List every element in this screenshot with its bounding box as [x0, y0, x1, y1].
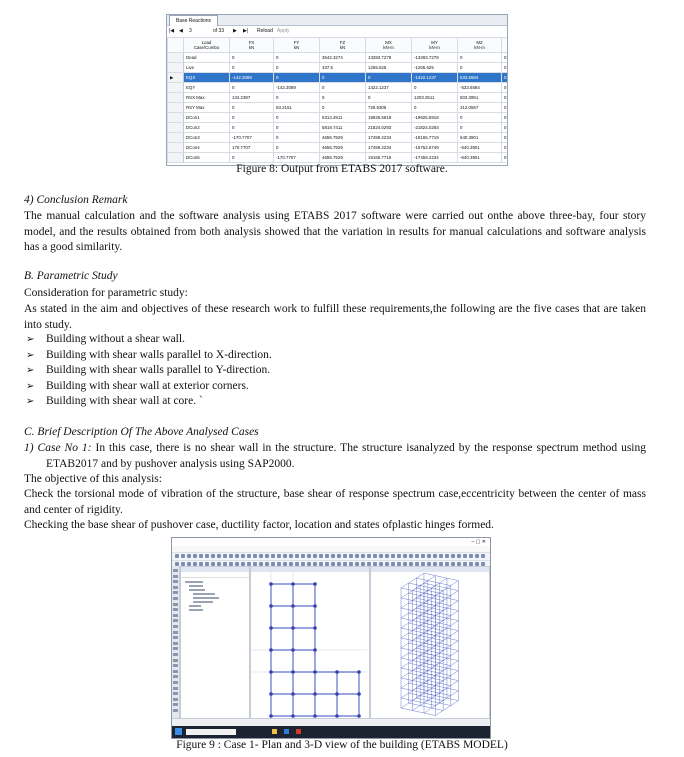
plan-joint	[269, 626, 273, 630]
toolbar-tool-icon[interactable]	[469, 554, 473, 558]
table-cell[interactable]: 0	[458, 123, 502, 133]
table-cell[interactable]: -17459.2234	[412, 153, 458, 163]
table-cell[interactable]: 0	[412, 103, 458, 113]
table-cell[interactable]: 0	[366, 93, 412, 103]
table-cell[interactable]: 0	[502, 143, 508, 153]
side-tool-icon[interactable]	[173, 597, 178, 600]
table-cell[interactable]: 4655.7929	[320, 153, 366, 163]
table-row[interactable]	[168, 93, 508, 103]
table-cell[interactable]: 0	[502, 63, 508, 73]
figure-8-caption: Figure 8: Output from ETABS 2017 software.	[236, 163, 448, 175]
objective-paragraph-1: Check the torsional mode of vibration of the structure, base shear of response spectrum case,eccentricity between the center of mass and center of rigidity.	[24, 488, 646, 516]
table-cell[interactable]: 0	[320, 93, 366, 103]
table-cell[interactable]: EQX	[184, 73, 230, 83]
table-cell[interactable]: -170.7707	[230, 133, 274, 143]
toolbar-tool-icon[interactable]	[439, 554, 443, 558]
case-bullet-text: Building without a shear wall.	[46, 333, 185, 345]
plan-joint	[291, 582, 295, 586]
plan-joint	[291, 626, 295, 630]
table-cell[interactable]: 0	[274, 143, 320, 153]
row-selector[interactable]	[168, 63, 184, 73]
figure-9-etabs-screenshot	[171, 537, 491, 739]
side-tool-icon[interactable]	[173, 642, 178, 645]
table-cell[interactable]: DCon4	[184, 143, 230, 153]
row-selector[interactable]	[168, 83, 184, 93]
toolbar-tool-icon[interactable]	[283, 554, 287, 558]
main-toolbar	[172, 552, 490, 560]
first-record-icon[interactable]: |◀	[169, 28, 175, 34]
toolbar-tool-icon[interactable]	[205, 554, 209, 558]
table-cell[interactable]: 170.7707	[230, 143, 274, 153]
toolbar-tool-icon[interactable]	[235, 554, 239, 558]
left-tool-strip	[172, 566, 180, 718]
plan-joint	[313, 692, 317, 696]
record-number[interactable]: 3	[189, 28, 192, 34]
plan-grid-lines	[251, 572, 367, 718]
explorer-tabs[interactable]	[181, 572, 249, 578]
case-bullet-text: Building with shear wall at core. `	[46, 395, 203, 407]
3d-building-drawing	[371, 572, 487, 718]
case-bullet-text: Building with shear walls parallel to Y-direction.	[46, 364, 271, 376]
table-cell[interactable]: 0	[458, 113, 502, 123]
objective-line: The objective of this analysis:	[24, 473, 162, 485]
column-header-extra	[502, 38, 508, 53]
table-cell[interactable]: 0	[320, 103, 366, 113]
table-cell[interactable]: 3542.3274	[320, 53, 366, 63]
side-tool-icon[interactable]	[173, 586, 178, 589]
toolbar-tool-icon[interactable]	[175, 554, 179, 558]
case-bullet	[24, 332, 272, 348]
toolbar-tool-icon[interactable]	[259, 554, 263, 558]
section-c-heading: C. Brief Description Of The Above Analysed Cases	[24, 426, 259, 438]
table-cell[interactable]: 0	[230, 123, 274, 133]
toolbar-tool-icon[interactable]	[409, 554, 413, 558]
app-icon[interactable]	[296, 729, 301, 734]
explorer-tree-icon[interactable]	[183, 580, 249, 620]
table-cell[interactable]: Dead	[184, 53, 230, 63]
toolbar-tool-icon[interactable]	[451, 554, 455, 558]
column-header-unit: kN	[339, 45, 346, 50]
side-tool-icon[interactable]	[173, 636, 178, 639]
plan-joint	[269, 670, 273, 674]
toolbar-tool-icon[interactable]	[193, 554, 197, 558]
toolbar-tool-icon[interactable]	[379, 554, 383, 558]
table-cell[interactable]: 5313.4911	[320, 113, 366, 123]
side-tool-icon[interactable]	[173, 653, 178, 656]
toolbar-tool-icon[interactable]	[415, 554, 419, 558]
table-cell[interactable]: 0	[320, 83, 366, 93]
browser-icon[interactable]	[284, 729, 289, 734]
toolbar-tool-icon[interactable]	[241, 554, 245, 558]
table-cell[interactable]: RSX Max	[184, 93, 230, 103]
side-tool-icon[interactable]	[173, 614, 178, 617]
base-reactions-table	[167, 37, 508, 163]
bullet-arrow-icon: ➢	[26, 380, 35, 392]
toolbar-tool-icon[interactable]	[427, 554, 431, 558]
table-cell[interactable]: -19165.7719	[412, 133, 458, 143]
section-b-paragraph: As stated in the aim and objectives of these research work to fulfill these requirements,the following are the five cases that are taken into study.	[24, 303, 646, 331]
side-tool-icon[interactable]	[173, 619, 178, 622]
table-cell[interactable]: 729.9306	[366, 103, 412, 113]
column-header[interactable]	[320, 38, 366, 53]
table-cell[interactable]: EQY	[184, 83, 230, 93]
table-cell[interactable]: -640.3901	[458, 153, 502, 163]
toolbar-tool-icon[interactable]	[445, 554, 449, 558]
table-cell[interactable]: DCon3	[184, 133, 230, 143]
table-cell[interactable]: 0	[502, 73, 508, 83]
toolbar-tool-icon[interactable]	[361, 554, 365, 558]
column-header-unit: kN-m	[383, 45, 394, 50]
toolbar-tool-icon[interactable]	[349, 554, 353, 558]
column-header-name: MZ	[476, 40, 483, 45]
side-tool-icon[interactable]	[173, 569, 178, 572]
plan-joint	[313, 582, 317, 586]
toolbar-tool-icon[interactable]	[397, 554, 401, 558]
case-bullet-text: Building with shear walls parallel to X-direction.	[46, 348, 272, 361]
table-cell[interactable]: 0	[230, 63, 274, 73]
table-cell[interactable]: 0	[274, 113, 320, 123]
table-cell[interactable]: -170.7707	[274, 153, 320, 163]
table-cell[interactable]: 503.3951	[458, 93, 502, 103]
table-header-row	[168, 38, 508, 53]
toolbar-tool-icon[interactable]	[421, 554, 425, 558]
toolbar-tool-icon[interactable]	[271, 554, 275, 558]
toolbar-tool-icon[interactable]	[331, 554, 335, 558]
toolbar-tool-icon[interactable]	[217, 554, 221, 558]
table-cell[interactable]: 0	[366, 73, 412, 83]
window-title-bar	[172, 538, 490, 546]
toolbar-tool-icon[interactable]	[307, 554, 311, 558]
status-bar	[172, 718, 491, 726]
table-cell[interactable]: 0	[274, 63, 320, 73]
table-cell[interactable]: 0	[230, 83, 274, 93]
toolbar-tool-icon[interactable]	[295, 554, 299, 558]
side-tool-icon[interactable]	[173, 647, 178, 650]
apply-button[interactable]: Apply	[277, 28, 290, 34]
plan-joint	[269, 604, 273, 608]
objective-paragraph-2: Checking the base shear of pushover case, ductility factor, location and states ofplastic hinges formed.	[24, 519, 494, 531]
table-cell[interactable]: 0	[274, 73, 320, 83]
table-cell[interactable]: 0	[502, 133, 508, 143]
table-cell[interactable]: DCon1	[184, 113, 230, 123]
case-bullet-list	[24, 332, 272, 410]
side-tool-icon[interactable]	[173, 709, 178, 712]
table-cell[interactable]: -640.3901	[458, 143, 502, 153]
plan-view-drawing	[251, 572, 367, 718]
toolbar-tool-icon[interactable]	[457, 554, 461, 558]
toolbar-tool-icon[interactable]	[211, 554, 215, 558]
plan-joint	[291, 648, 295, 652]
side-tool-icon[interactable]	[173, 659, 178, 662]
toolbar-tool-icon[interactable]	[187, 554, 191, 558]
table-cell[interactable]: Live	[184, 63, 230, 73]
row-selector[interactable]: ▶	[168, 73, 184, 83]
table-row[interactable]	[168, 133, 508, 143]
3d-frame-lines	[401, 573, 458, 715]
base-reactions-tab[interactable]: Base Reactions	[169, 15, 218, 26]
row-selector[interactable]	[168, 113, 184, 123]
case-bullet	[24, 348, 272, 364]
table-cell[interactable]: 0	[412, 83, 458, 93]
column-header-name: FY	[293, 40, 300, 45]
column-header[interactable]	[412, 38, 458, 53]
column-header-name: Load	[201, 40, 212, 45]
reload-button[interactable]: Reload	[257, 28, 273, 34]
toolbar-tool-icon[interactable]	[289, 554, 293, 558]
plan-joint	[269, 648, 273, 652]
side-tool-icon[interactable]	[173, 591, 178, 594]
plan-view-pane[interactable]	[250, 566, 370, 720]
table-cell[interactable]: -21824.0293	[412, 123, 458, 133]
table-cell[interactable]: 0	[274, 133, 320, 143]
table-cell[interactable]: 1203.2511	[412, 93, 458, 103]
column-header-name: FZ	[339, 40, 346, 45]
side-tool-icon[interactable]	[173, 681, 178, 684]
start-icon[interactable]	[175, 728, 182, 735]
table-cell[interactable]: -142.3089	[274, 83, 320, 93]
plan-joint	[269, 582, 273, 586]
windows-taskbar	[172, 726, 490, 738]
toolbar-tool-icon[interactable]	[301, 554, 305, 558]
toolbar-tool-icon[interactable]	[337, 554, 341, 558]
plan-joint	[335, 670, 339, 674]
figure-9-caption: Figure 9 : Case 1- Plan and 3-D view of the building (ETABS MODEL)	[176, 739, 508, 751]
side-tool-icon[interactable]	[173, 608, 178, 611]
table-cell[interactable]: 533.6584	[458, 73, 502, 83]
column-header-name: MY	[431, 40, 438, 45]
table-cell[interactable]: DCon5	[184, 153, 230, 163]
table-cell[interactable]: -15752.6749	[412, 143, 458, 153]
plan-joint	[357, 692, 361, 696]
table-cell[interactable]: 134.2387	[230, 93, 274, 103]
case-1-label: 1) Case No 1:	[24, 442, 92, 454]
table-cell[interactable]: 0	[502, 123, 508, 133]
side-tool-icon[interactable]	[173, 703, 178, 706]
toolbar-tool-icon[interactable]	[367, 554, 371, 558]
taskbar-search-box[interactable]	[186, 729, 236, 735]
table-cell[interactable]: 5819.7411	[320, 123, 366, 133]
table-cell[interactable]: DCon2	[184, 123, 230, 133]
section-b-heading: B. Parametric Study	[24, 270, 118, 282]
table-cell[interactable]: 1422.1237	[366, 83, 412, 93]
next-record-icon[interactable]: ▶	[233, 28, 237, 34]
table-row[interactable]	[168, 113, 508, 123]
table-cell[interactable]: 0	[274, 93, 320, 103]
side-tool-icon[interactable]	[173, 664, 178, 667]
case-1-paragraph	[24, 441, 646, 472]
table-cell[interactable]: 19165.7719	[366, 153, 412, 163]
side-tool-icon[interactable]	[173, 575, 178, 578]
table-cell[interactable]: 4655.7929	[320, 133, 366, 143]
3d-view-pane[interactable]	[370, 566, 490, 720]
table-cell[interactable]: 0	[502, 93, 508, 103]
case-bullet	[24, 379, 272, 395]
table-row[interactable]	[168, 143, 508, 153]
column-header[interactable]	[274, 38, 320, 53]
row-selector[interactable]	[168, 123, 184, 133]
table-row[interactable]	[168, 53, 508, 63]
plan-joint	[313, 648, 317, 652]
toolbar-tool-icon[interactable]	[319, 554, 323, 558]
toolbar-tool-icon[interactable]	[253, 554, 257, 558]
table-cell[interactable]: 0	[458, 63, 502, 73]
table-cell[interactable]: 0	[502, 53, 508, 63]
toolbar-tool-icon[interactable]	[181, 554, 185, 558]
side-tool-icon[interactable]	[173, 625, 178, 628]
side-tool-icon[interactable]	[173, 580, 178, 583]
case-1-text: In this case, there is no shear wall in the structure. The structure isanalyzed by the response spectrum method using ETAB2017 and by pushover analysis using SAP2000.	[46, 442, 646, 470]
column-header-name: FX	[248, 40, 255, 45]
side-tool-icon[interactable]	[173, 603, 178, 606]
plan-joint	[269, 692, 273, 696]
column-header[interactable]	[230, 38, 274, 53]
row-selector[interactable]	[168, 103, 184, 113]
side-tool-icon[interactable]	[173, 675, 178, 678]
toolbar-tool-icon[interactable]	[247, 554, 251, 558]
table-row[interactable]	[168, 63, 508, 73]
table-row[interactable]	[168, 83, 508, 93]
row-selector[interactable]	[168, 153, 184, 163]
figure-8-table-screenshot	[166, 14, 508, 166]
case-bullet	[24, 394, 272, 410]
table-row[interactable]	[168, 103, 508, 113]
window-controls-icon[interactable]: – ▢ ✕	[471, 539, 486, 545]
toolbar-tool-icon[interactable]	[277, 554, 281, 558]
plan-joint	[313, 670, 317, 674]
last-record-icon[interactable]: ▶|	[243, 28, 249, 34]
toolbar-tool-icon[interactable]	[355, 554, 359, 558]
table-cell[interactable]: 0	[458, 53, 502, 63]
plan-joint	[313, 604, 317, 608]
table-cell[interactable]: 4655.7929	[320, 143, 366, 153]
table-cell[interactable]: -1422.1237	[412, 73, 458, 83]
table-cell[interactable]: -1265.625	[412, 63, 458, 73]
row-selector[interactable]	[168, 93, 184, 103]
table-cell[interactable]: 17459.2234	[366, 143, 412, 153]
toolbar-tool-icon[interactable]	[325, 554, 329, 558]
toolbar-tool-icon[interactable]	[403, 554, 407, 558]
section-b-intro: Consideration for parametric study:	[24, 287, 188, 299]
table-cell[interactable]: 640.3901	[458, 133, 502, 143]
file-explorer-icon[interactable]	[272, 729, 277, 734]
model-explorer-panel	[180, 566, 250, 720]
section-4-heading: 4) Conclusion Remark	[24, 194, 128, 206]
row-selector[interactable]	[168, 53, 184, 63]
column-header[interactable]	[184, 38, 230, 53]
table-cell[interactable]: -13283.7278	[412, 53, 458, 63]
table-row[interactable]	[168, 123, 508, 133]
side-tool-icon[interactable]	[173, 692, 178, 695]
table-cell[interactable]: 0	[230, 103, 274, 113]
toolbar-tool-icon[interactable]	[391, 554, 395, 558]
previous-record-icon[interactable]: ◀	[179, 28, 183, 34]
table-cell[interactable]: 17459.2234	[366, 133, 412, 143]
table-cell[interactable]: 0	[274, 123, 320, 133]
table-row[interactable]	[168, 153, 508, 163]
record-count: of 33	[213, 28, 225, 34]
column-header-name: MX	[385, 40, 392, 45]
table-cell[interactable]: 0	[502, 153, 508, 163]
toolbar-tool-icon[interactable]	[229, 554, 233, 558]
toolbar-tool-icon[interactable]	[373, 554, 377, 558]
column-header-unit: Case/Combo	[193, 45, 220, 50]
table-cell[interactable]: 337.5	[320, 63, 366, 73]
table-cell[interactable]: 19925.5918	[366, 113, 412, 123]
bullet-arrow-icon: ➢	[26, 334, 35, 345]
table-cell[interactable]: -142.3089	[230, 73, 274, 83]
table-cell[interactable]: 0	[230, 153, 274, 163]
plan-joint	[291, 604, 295, 608]
row-selector[interactable]	[168, 143, 184, 153]
row-selector[interactable]	[168, 133, 184, 143]
toolbar-tool-icon[interactable]	[265, 554, 269, 558]
side-tool-icon[interactable]	[173, 670, 178, 673]
row-header-corner	[168, 38, 184, 53]
table-cell[interactable]: 83.2151	[274, 103, 320, 113]
table-cell[interactable]: -533.6584	[458, 83, 502, 93]
table-cell[interactable]: 0	[274, 53, 320, 63]
bullet-arrow-icon: ➢	[26, 396, 35, 407]
toolbar-tool-icon[interactable]	[343, 554, 347, 558]
toolbar-tool-icon[interactable]	[223, 554, 227, 558]
plan-joint	[291, 692, 295, 696]
toolbar-tool-icon[interactable]	[313, 554, 317, 558]
plan-joint	[357, 670, 361, 674]
column-header-unit: kN	[248, 45, 255, 50]
table-cell[interactable]: 21824.0293	[366, 123, 412, 133]
side-tool-icon[interactable]	[173, 698, 178, 701]
bullet-arrow-icon: ➢	[26, 349, 35, 361]
toolbar-tool-icon[interactable]	[463, 554, 467, 558]
plan-joint	[313, 626, 317, 630]
table-cell[interactable]: 1265.625	[366, 63, 412, 73]
table-cell[interactable]: 0	[320, 73, 366, 83]
case-bullet-text: Building with shear wall at exterior corners.	[46, 379, 249, 392]
column-header-unit: kN-m	[474, 45, 485, 50]
table-cell[interactable]: 0	[230, 113, 274, 123]
table-cell[interactable]: RSY Max	[184, 103, 230, 113]
table-cell[interactable]: 0	[502, 83, 508, 93]
table-cell[interactable]: 0	[502, 113, 508, 123]
table-cell[interactable]: 13283.7278	[366, 53, 412, 63]
table-tab-strip	[167, 15, 507, 26]
side-tool-icon[interactable]	[173, 631, 178, 634]
side-tool-icon[interactable]	[173, 687, 178, 690]
table-cell[interactable]: -19925.5918	[412, 113, 458, 123]
table-cell[interactable]: 312.0567	[458, 103, 502, 113]
toolbar-tool-icon[interactable]	[481, 554, 485, 558]
column-header-unit: kN-m	[429, 45, 440, 50]
column-header[interactable]	[366, 38, 412, 53]
toolbar-tool-icon[interactable]	[385, 554, 389, 558]
table-cell[interactable]: 0	[502, 103, 508, 113]
toolbar-tool-icon[interactable]	[199, 554, 203, 558]
plan-joint	[335, 692, 339, 696]
plan-joint	[291, 670, 295, 674]
bullet-arrow-icon: ➢	[26, 365, 35, 376]
toolbar-tool-icon[interactable]	[433, 554, 437, 558]
case-bullet	[24, 363, 272, 379]
toolbar-tool-icon[interactable]	[475, 554, 479, 558]
table-row[interactable]	[168, 73, 508, 83]
table-cell[interactable]: 0	[230, 53, 274, 63]
section-4-paragraph: The manual calculation and the software analysis using ETABS 2017 software were carried out onthe above three-bay, four story model, and the results obtained from both analysis showed that the variation in results for manual calculations and software analysis has a good similarity.	[24, 210, 646, 253]
column-header-unit: kN	[293, 45, 300, 50]
column-header[interactable]	[458, 38, 502, 53]
